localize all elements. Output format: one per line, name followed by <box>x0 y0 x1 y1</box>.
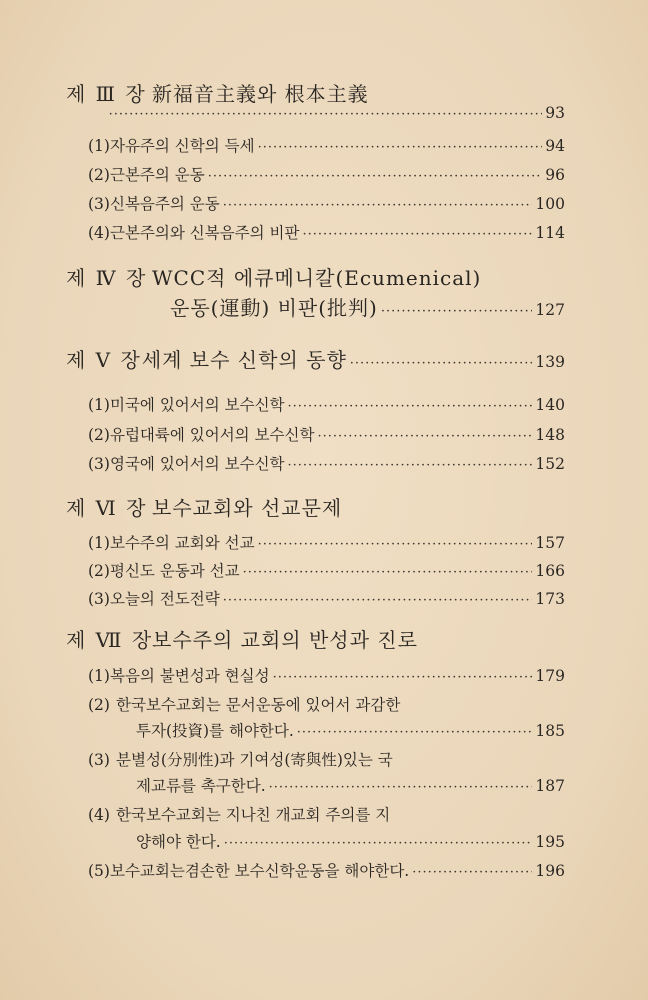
chapter-label: 제 Ⅴ 장 <box>66 348 142 372</box>
toc-item <box>0 859 648 881</box>
item-title-cont: 양해야 한다. <box>136 833 221 851</box>
page-number: 148 <box>535 426 565 444</box>
item-number: (3) <box>88 195 110 213</box>
item-title-cont: 투자(投資)를 해야한다. <box>136 722 294 740</box>
toc-item <box>0 192 648 214</box>
page-number: 152 <box>535 455 565 473</box>
item-title: 오늘의 전도전략 <box>109 590 220 608</box>
item-number: (3) <box>88 455 110 473</box>
leader-dots <box>350 356 533 371</box>
toc-item <box>0 587 648 609</box>
item-title: 영국에 있어서의 보수신학 <box>109 455 285 473</box>
chapter-title: 보수교회와 선교문제 <box>152 496 343 520</box>
toc-item-cont <box>0 719 648 741</box>
page-number: 179 <box>535 667 565 685</box>
item-number: (1) <box>88 534 110 552</box>
leader-dots <box>297 725 533 740</box>
leader-dots <box>109 107 543 122</box>
toc-item-cont <box>0 830 648 852</box>
page-number: 196 <box>535 862 565 880</box>
leader-dots <box>224 836 533 851</box>
toc-item <box>0 693 648 715</box>
toc-item <box>0 803 648 825</box>
item-title: 한국보수교회는 문서운동에 있어서 과감한 <box>116 696 401 714</box>
page-number: 96 <box>545 166 565 184</box>
chapter-label: 제 Ⅳ 장 <box>66 266 148 290</box>
page-number: 195 <box>535 833 565 851</box>
leader-dots <box>243 565 533 580</box>
item-number: (2) <box>88 696 110 714</box>
toc-item <box>0 423 648 445</box>
chapter-label: 제 Ⅶ 장 <box>66 628 154 652</box>
chapter-3-heading <box>0 78 648 107</box>
item-number: (3) <box>88 590 110 608</box>
toc-item <box>0 452 648 474</box>
chapter-title: 新福音主義와 根本主義 <box>152 82 369 106</box>
toc-item <box>0 531 648 553</box>
page-number: 114 <box>535 224 565 242</box>
chapter-title: WCC적 에큐메니칼(Ecumenical) <box>152 266 482 290</box>
chapter-6-heading <box>0 492 648 521</box>
item-title: 평신도 운동과 선교 <box>109 562 240 580</box>
item-number: (3) <box>88 751 110 769</box>
chapter-title: 세계 보수 신학의 동향 <box>141 348 347 372</box>
item-number: (2) <box>88 166 110 184</box>
leader-dots <box>223 198 533 213</box>
toc-item <box>0 134 648 156</box>
leader-dots <box>317 429 532 444</box>
page-number: 100 <box>535 195 565 213</box>
item-number: (4) <box>88 224 110 242</box>
leader-dots <box>258 140 543 155</box>
toc-item <box>0 748 648 770</box>
chapter-7-heading <box>0 624 648 653</box>
item-number: (2) <box>88 562 110 580</box>
item-number: (1) <box>88 667 110 685</box>
leader-dots <box>223 593 533 608</box>
chapter-label: 제 Ⅵ 장 <box>66 496 148 520</box>
item-title: 자유주의 신학의 득세 <box>109 137 255 155</box>
item-title: 미국에 있어서의 보수신학 <box>109 396 285 414</box>
leader-dots <box>258 537 533 552</box>
leader-dots <box>288 399 533 414</box>
item-title-cont: 제교류를 촉구한다. <box>136 777 266 795</box>
page-number: 157 <box>535 534 565 552</box>
toc-item <box>0 559 648 581</box>
leader-dots <box>381 304 533 319</box>
leader-dots <box>288 458 533 473</box>
item-number: (5) <box>88 862 110 880</box>
leader-dots <box>208 169 543 184</box>
item-title: 복음의 불변성과 현실성 <box>109 667 270 685</box>
page-number: 173 <box>535 590 565 608</box>
item-number: (1) <box>88 396 110 414</box>
chapter-3-page-line <box>0 104 648 122</box>
item-number: (1) <box>88 137 110 155</box>
item-title: 보수주의 교회와 선교 <box>109 534 255 552</box>
chapter-label: 제 Ⅲ 장 <box>66 82 147 106</box>
page-number: 94 <box>545 137 565 155</box>
item-title: 보수교회는겸손한 보수신학운동을 해야한다. <box>109 862 410 880</box>
page-number: 139 <box>535 353 565 371</box>
page-number: 93 <box>545 104 565 122</box>
leader-dots <box>273 670 533 685</box>
chapter-title-cont: 운동(運動) 비판(批判) <box>170 296 378 320</box>
toc-item <box>0 163 648 185</box>
page-number: 187 <box>535 777 565 795</box>
leader-dots <box>303 227 533 242</box>
item-title: 유럽대륙에 있어서의 보수신학 <box>109 426 315 444</box>
toc-item <box>0 393 648 415</box>
page-number: 166 <box>535 562 565 580</box>
toc-item <box>0 664 648 686</box>
page-number: 127 <box>535 301 565 319</box>
item-number: (4) <box>88 806 110 824</box>
chapter-4-heading <box>0 262 648 291</box>
item-title: 신복음주의 운동 <box>109 195 220 213</box>
chapter-5-heading <box>0 344 648 373</box>
chapter-4-heading-cont <box>0 292 648 321</box>
toc-item <box>0 221 648 243</box>
item-title: 한국보수교회는 지나친 개교회 주의를 지 <box>116 806 391 824</box>
toc-item-cont <box>0 774 648 796</box>
item-title: 분별성(分別性)과 기여성(寄與性)있는 국 <box>116 751 393 769</box>
leader-dots <box>412 865 532 880</box>
item-title: 근본주의와 신복음주의 비판 <box>109 224 300 242</box>
chapter-title: 보수주의 교회의 반성과 진로 <box>152 628 418 652</box>
item-title: 근본주의 운동 <box>109 166 205 184</box>
page-number: 140 <box>535 396 565 414</box>
page-number: 185 <box>535 722 565 740</box>
item-number: (2) <box>88 426 110 444</box>
leader-dots <box>269 780 533 795</box>
